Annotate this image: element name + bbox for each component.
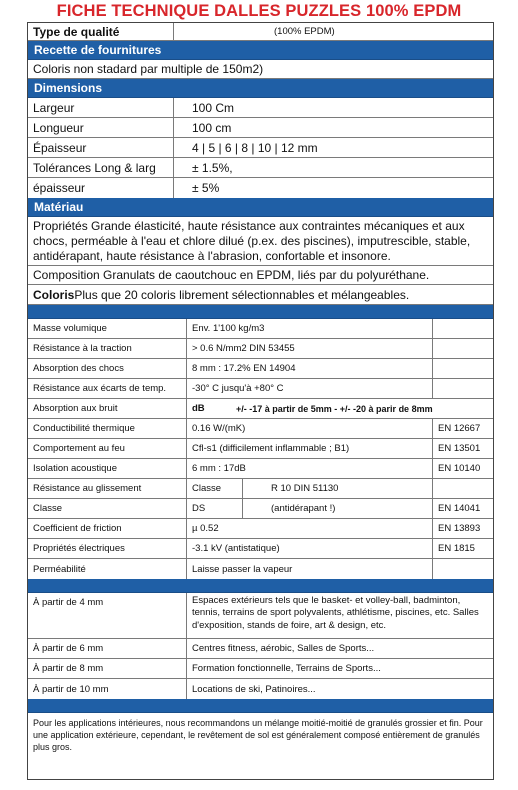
application-label: À partir de 8 mm [33,663,104,674]
dimension-label: épaisseur [33,181,86,195]
property-row [28,499,493,519]
property-row [28,559,493,579]
dimension-label: Tolérances Long & larg [33,160,156,175]
property-norm [432,359,493,378]
application-value: Espaces extérieurs tels que le basket- et volley-ball, badminton, tennis, terrains de sport polyvalents, athlétisme, piscines, etc. Salles d'exposition, stands de foire, art & design, etc. [186,593,493,638]
coloris-text: Plus que 20 coloris librement sélectionnables et mélangeables. [74,287,410,302]
property-value: -3.1 kV (antistatique) [186,539,432,558]
property-row [28,539,493,559]
dimension-value: 100 Cm [173,98,493,117]
property-value: -30° C jusqu'à +80° C [186,379,432,398]
application-row [28,659,493,679]
coloris-cell [28,285,493,304]
property-row [28,339,493,359]
coloris-row [28,285,493,305]
type-label: Type de qualité [33,24,120,39]
proprietes-text: Propriétés Grande élasticité, haute résistance aux contraintes mécaniques et aux chocs, perméable à l'eau et chlore dilué (p.ex. des piscines), imputrescible, stable, antidérapant, haute résistance à l'abrasion, confortable et insonore. [33,219,471,263]
property-label: Comportement au feu [33,443,125,454]
application-label: À partir de 4 mm [33,597,104,608]
property-norm: EN 13893 [432,519,493,538]
property-value: 6 mm : 17dB [186,459,432,478]
property-value: > 0.6 N/mm2 DIN 53455 [186,339,432,358]
dimension-label: Longueur [33,120,84,135]
dimensions-table [28,98,493,198]
materiau-header: Matériau [28,198,493,217]
dimension-label: Largeur [33,100,75,115]
footnote-text: Pour les applications intérieures, nous recommandons un mélange moitié-moitié de granulés grossier et fin. Pour une application extérieure, cependant, le revêtement de sol est généralement composé entièrement de granulés plus gros. [33,718,483,753]
property-label: Absorption des chocs [33,363,124,374]
property-extra: R 10 DIN 51130 [242,479,432,498]
coloris-label: Coloris [33,287,75,302]
property-row [28,319,493,339]
dimension-value: 100 cm [173,118,493,137]
property-norm [432,319,493,338]
type-value: (100% EPDM) [173,23,493,40]
property-row [28,359,493,379]
section-divider [28,579,493,593]
property-norm: EN 13501 [432,439,493,458]
type-row [28,23,493,41]
property-extra: (antidérapant !) [242,499,432,518]
property-value: µ 0.52 [186,519,432,538]
property-label: Résistance au glissement [33,483,142,494]
property-value: Laisse passer la vapeur [186,559,432,579]
property-label: Conductibilité thermique [33,423,135,434]
property-unit: dB [192,403,205,414]
application-value: Formation fonctionnelle, Terrains de Sports... [186,659,493,678]
dimension-value: 4 | 5 | 6 | 8 | 10 | 12 mm [173,138,493,157]
footnote-row [28,713,493,767]
application-row [28,639,493,659]
property-value: 8 mm : 17.2% EN 14904 [186,359,432,378]
recette-row [28,60,493,79]
property-norm: EN 12667 [432,419,493,438]
page-title: FICHE TECHNIQUE DALLES PUZZLES 100% EPDM [56,2,462,20]
property-label: Coefficient de friction [33,523,122,534]
property-row [28,419,493,439]
property-row [28,379,493,399]
property-label: Absorption aux bruit [33,403,118,414]
dimension-row [28,178,493,198]
dimension-row [28,118,493,138]
recette-header: Recette de fournitures [28,41,493,60]
dimension-row [28,98,493,118]
section-divider [28,699,493,713]
property-label: Propriétés électriques [33,543,125,554]
property-label: Classe [33,503,63,514]
application-label: À partir de 10 mm [33,683,109,695]
property-row [28,439,493,459]
property-norm [432,339,493,358]
application-value: Locations de ski, Patinoires... [186,679,493,699]
application-row [28,593,493,639]
application-value: Centres fitness, aérobic, Salles de Sports... [186,639,493,658]
property-norm [432,379,493,398]
property-norm: EN 14041 [432,499,493,518]
composition-text: Composition Granulats de caoutchouc en EPDM, liés par du polyuréthane. [33,268,430,282]
application-label: À partir de 6 mm [33,643,104,654]
property-norm: EN 10140 [432,459,493,478]
application-row [28,679,493,699]
property-label: Résistance à la traction [33,343,132,354]
property-norm [432,559,493,579]
property-label: Isolation acoustique [33,463,117,474]
recette-text: Coloris non stadard par multiple de 150m2) [33,62,264,76]
property-label: Perméabilité [33,563,86,575]
property-value: Env. 1'100 kg/m3 [186,319,432,338]
property-value: 0.16 W/(mK) [186,419,432,438]
properties-table [28,319,493,579]
property-row [28,479,493,499]
dimensions-header: Dimensions [28,79,493,98]
property-value: DS [186,499,242,518]
spec-sheet [27,22,494,780]
property-row [28,459,493,479]
dimension-label: Épaisseur [33,140,87,155]
property-label: Résistance aux écarts de temp. [33,383,167,394]
property-norm: EN 1815 [432,539,493,558]
dimension-value: ± 5% [173,178,493,198]
property-value [186,399,493,418]
composition-row [28,266,493,285]
section-divider [28,305,493,319]
dimension-row [28,138,493,158]
dimension-value: ± 1.5%, [173,158,493,177]
property-norm [432,479,493,498]
property-label: Masse volumique [33,323,107,334]
property-row [28,399,493,419]
property-value: Classe [186,479,242,498]
property-extra: +/- -17 à partir de 5mm - +/- -20 à parir de 8mm [236,403,433,414]
dimension-row [28,158,493,178]
applications-table [28,593,493,699]
property-value: Cfl-s1 (difficilement inflammable ; B1) [186,439,432,458]
proprietes-row [28,217,493,266]
property-row [28,519,493,539]
